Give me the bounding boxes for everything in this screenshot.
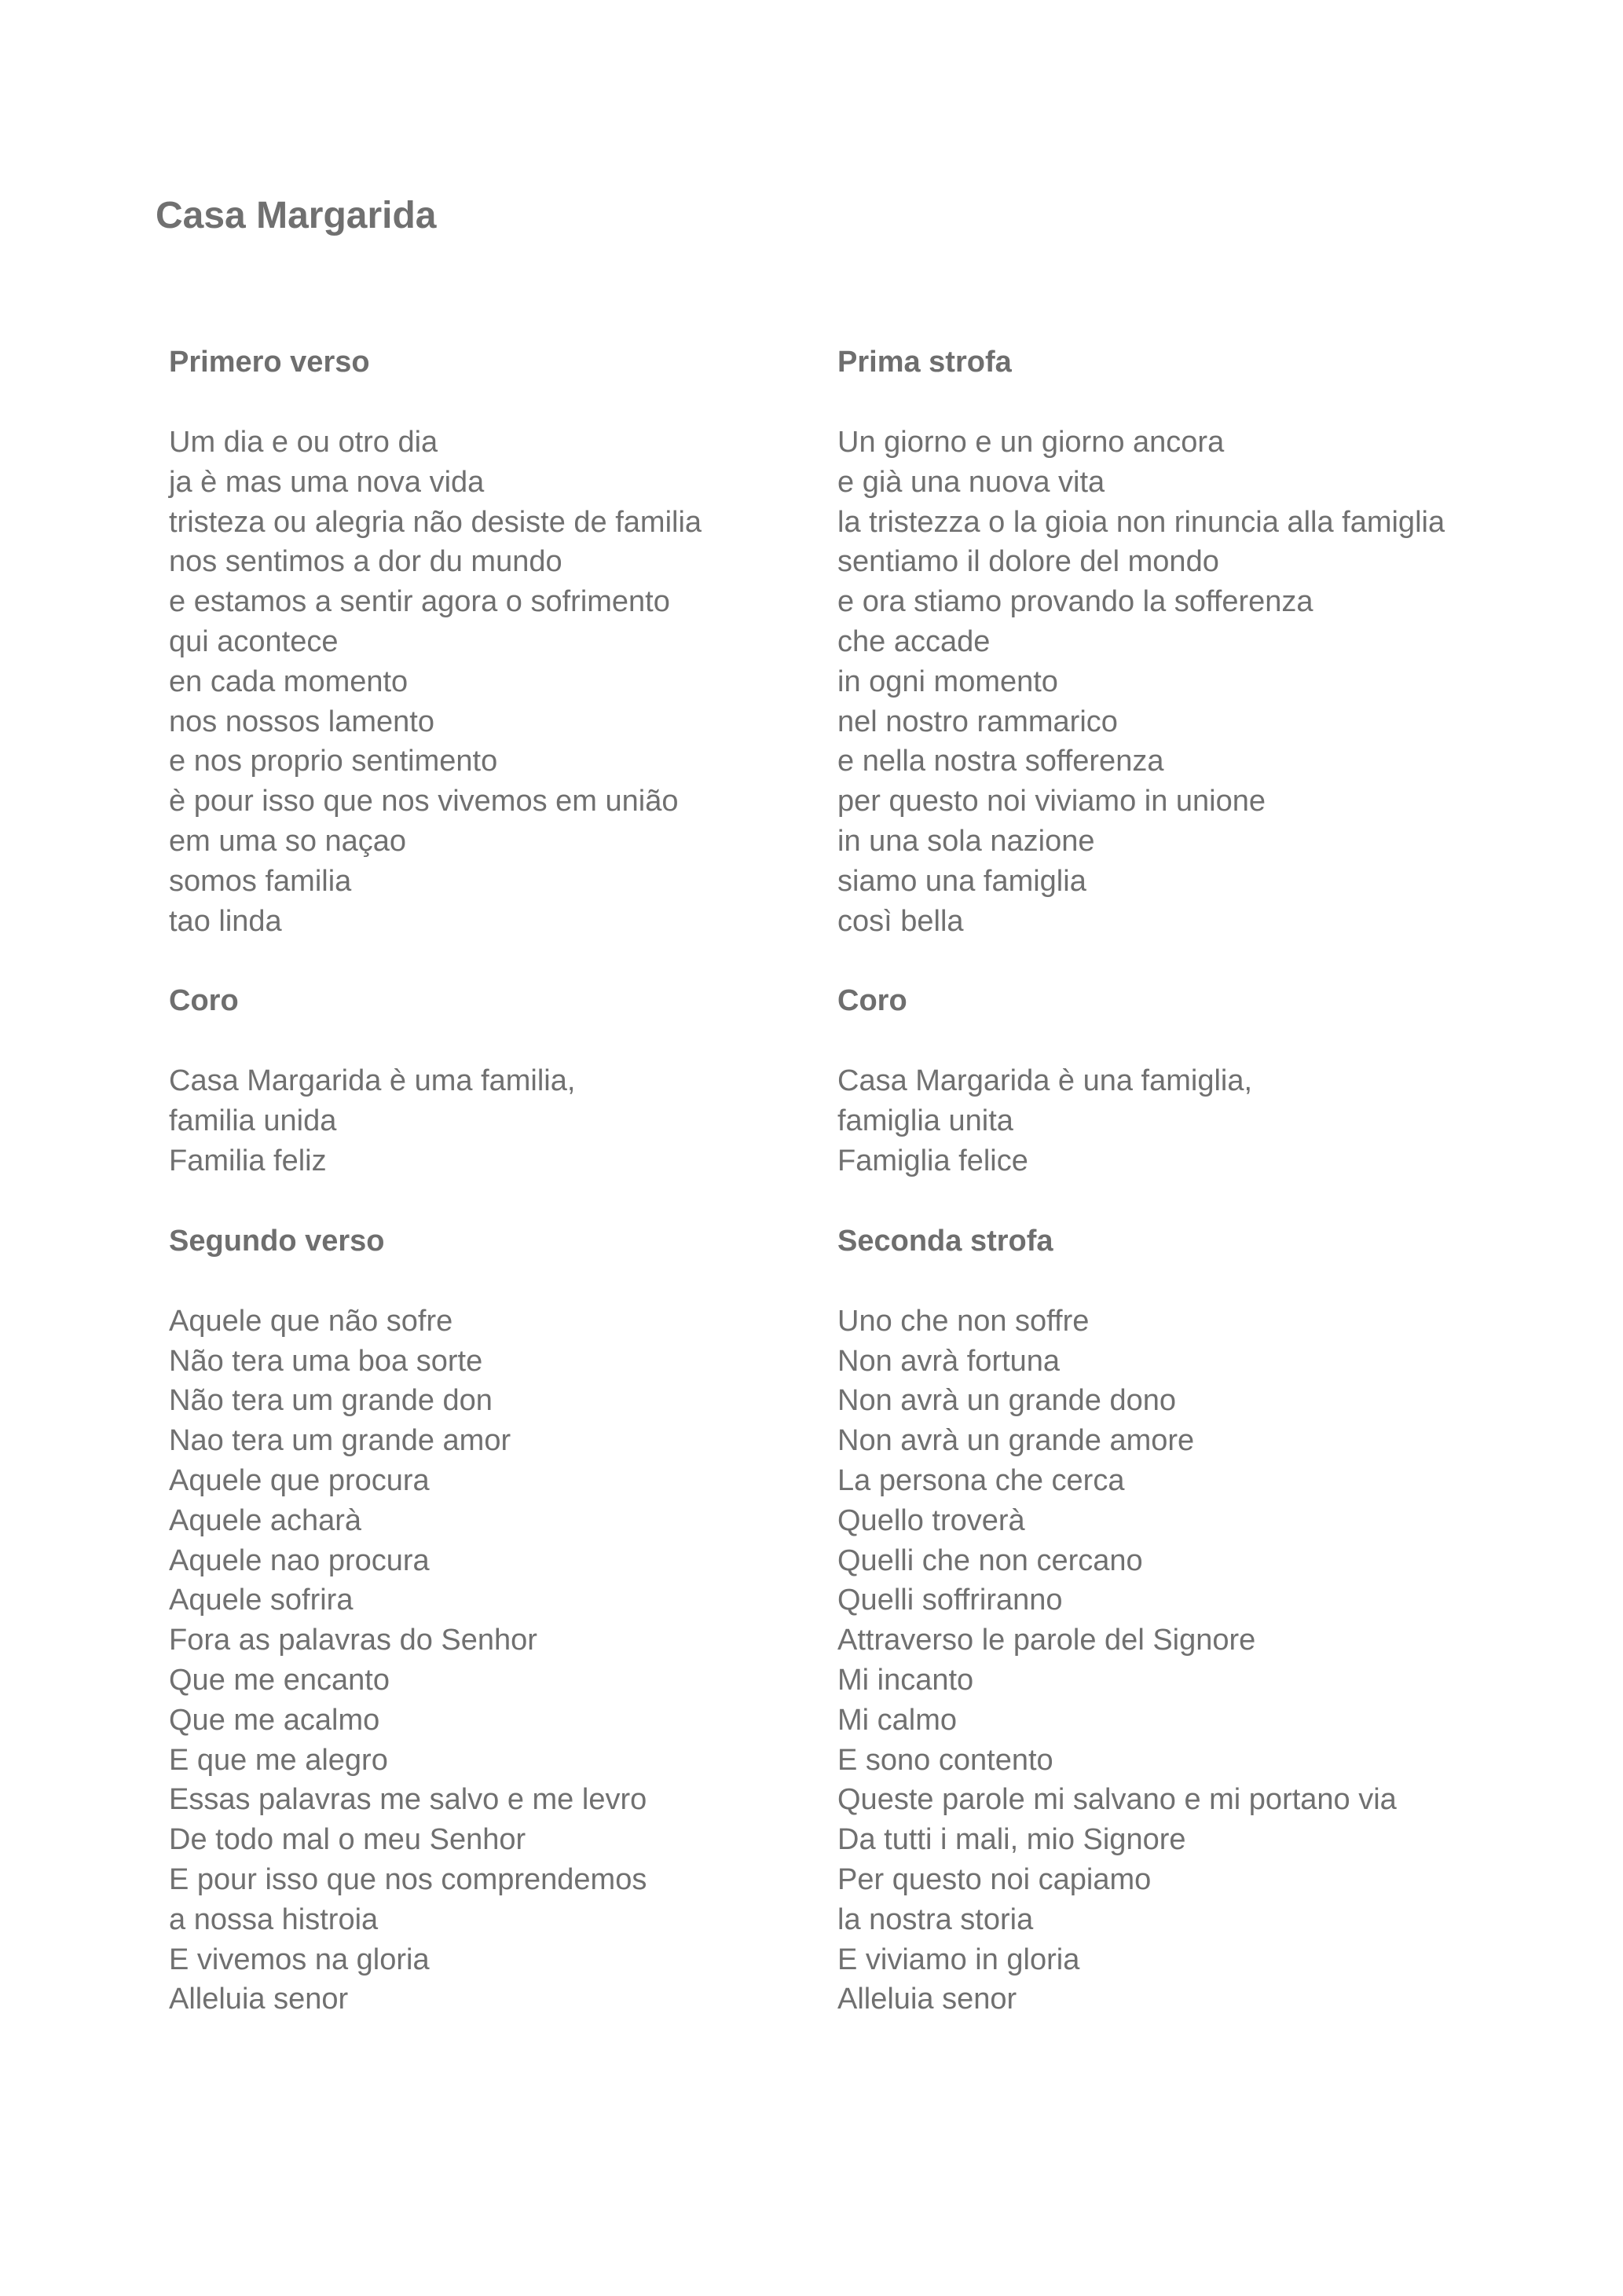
lyric-line: la nostra storia (837, 1902, 1034, 1936)
lyric-line: somos familia (169, 864, 352, 898)
lyric-line: E vivemos na gloria (169, 1943, 430, 1976)
lyrics-section (169, 342, 844, 941)
section-heading: Coro (169, 984, 239, 1018)
lyric-line: La persona che cerca (837, 1463, 1125, 1497)
heading-spacer (169, 1262, 844, 1302)
lyric-line: la tristezza o la gioia non rinuncia alla famiglia (837, 505, 1445, 539)
lyric-line: e ora stiamo provando la sofferenza (837, 585, 1313, 619)
lyric-line: E que me alegro (169, 1743, 388, 1777)
lyric-line: in ogni momento (837, 665, 1058, 698)
lyrics-section (837, 342, 1513, 941)
lyric-line: Non avrà un grande dono (837, 1384, 1176, 1418)
lyric-line: Attraverso le parole del Signore (837, 1624, 1256, 1657)
section-heading: Prima strofa (837, 346, 1012, 379)
lyric-line: Nao tera um grande amor (169, 1424, 511, 1458)
lyric-line: in una sola nazione (837, 824, 1095, 858)
lyric-line: siamo una famiglia (837, 864, 1086, 898)
lyric-line: Alleluia senor (169, 1983, 349, 2016)
lyrics-section (169, 1221, 844, 2020)
section-heading: Coro (837, 984, 907, 1018)
lyric-line: Quello troverà (837, 1503, 1025, 1537)
section-heading: Seconda strofa (837, 1224, 1053, 1258)
lyric-line: Casa Margarida è uma familia, (169, 1064, 576, 1098)
lyric-line: Queste parole mi salvano e mi portano via (837, 1783, 1397, 1817)
lyric-line: Casa Margarida è una famiglia, (837, 1064, 1253, 1098)
lyric-line: e nella nostra sofferenza (837, 745, 1164, 778)
lyric-line: familia unida (169, 1104, 337, 1138)
lyric-line: e già una nuova vita (837, 465, 1105, 499)
lyric-line: tao linda (169, 904, 282, 938)
lyric-line: em uma so naçao (169, 824, 407, 858)
lyric-line: E pour isso que nos comprendemos (169, 1862, 647, 1896)
lyric-line: Mi incanto (837, 1663, 974, 1697)
lyric-line: Essas palavras me salvo e me levro (169, 1783, 647, 1817)
lyric-lines (837, 423, 1513, 941)
lyric-line: così bella (837, 904, 964, 938)
lyric-line: nos nossos lamento (169, 705, 434, 738)
lyric-line: Da tutti i mali, mio Signore (837, 1823, 1186, 1857)
lyric-line: Fora as palavras do Senhor (169, 1624, 537, 1657)
heading-spacer (837, 1262, 1513, 1302)
heading-spacer (837, 383, 1513, 423)
lyric-line: Um dia e ou otro dia (169, 426, 438, 459)
lyric-line: Aquele que procura (169, 1463, 430, 1497)
lyric-line: famiglia unita (837, 1104, 1013, 1138)
section-heading: Primero verso (169, 346, 370, 379)
lyric-line: Per questo noi capiamo (837, 1862, 1152, 1896)
lyric-line: Un giorno e un giorno ancora (837, 426, 1225, 459)
lyric-line: qui acontece (169, 624, 339, 658)
heading-spacer (837, 1021, 1513, 1061)
lyric-line: Aquele sofrira (169, 1584, 354, 1617)
lyric-line: a nossa histroia (169, 1902, 379, 1936)
lyric-lines (169, 1302, 844, 2020)
portuguese-lyrics-column (169, 342, 844, 2020)
lyric-line: E sono contento (837, 1743, 1053, 1777)
lyric-line: Non avrà un grande amore (837, 1424, 1195, 1458)
lyric-line: Non avrà fortuna (837, 1344, 1061, 1378)
lyric-line: De todo mal o meu Senhor (169, 1823, 526, 1857)
heading-spacer (169, 383, 844, 423)
lyric-line: Familia feliz (169, 1144, 327, 1177)
italian-lyrics-column (837, 342, 1513, 2020)
lyric-line: Aquele nao procura (169, 1543, 430, 1577)
lyric-line: Aquele que não sofre (169, 1304, 453, 1338)
lyric-line: Quelli soffriranno (837, 1584, 1063, 1617)
lyric-line: sentiamo il dolore del mondo (837, 545, 1219, 579)
lyric-line: Aquele acharà (169, 1503, 362, 1537)
lyric-line: che accade (837, 624, 991, 658)
lyric-line: Alleluia senor (837, 1983, 1017, 2016)
lyric-line: nos sentimos a dor du mundo (169, 545, 562, 579)
lyrics-section (169, 981, 844, 1181)
lyric-line: e nos proprio sentimento (169, 745, 498, 778)
lyric-lines (169, 423, 844, 941)
lyric-lines (169, 1061, 844, 1181)
heading-spacer (169, 1021, 844, 1061)
lyrics-section (837, 981, 1513, 1181)
section-heading: Segundo verso (169, 1224, 385, 1258)
lyric-line: ja è mas uma nova vida (169, 465, 485, 499)
lyric-line: Que me encanto (169, 1663, 390, 1697)
lyrics-section (837, 1221, 1513, 2020)
lyric-line: en cada momento (169, 665, 408, 698)
lyric-line: E viviamo in gloria (837, 1943, 1080, 1976)
lyric-lines (837, 1302, 1513, 2020)
lyric-line: Famiglia felice (837, 1144, 1028, 1177)
lyric-line: e estamos a sentir agora o sofrimento (169, 585, 670, 619)
lyric-line: Mi calmo (837, 1703, 958, 1737)
lyric-line: Não tera um grande don (169, 1384, 493, 1418)
lyric-line: Quelli che non cercano (837, 1543, 1143, 1577)
lyric-line: Uno che non soffre (837, 1304, 1090, 1338)
lyric-lines (837, 1061, 1513, 1181)
document-title: Casa Margarida (156, 195, 437, 236)
lyric-line: tristeza ou alegria não desiste de familia (169, 505, 702, 539)
lyric-line: nel nostro rammarico (837, 705, 1118, 738)
lyric-line: Que me acalmo (169, 1703, 380, 1737)
lyric-line: Não tera uma boa sorte (169, 1344, 483, 1378)
lyric-line: per questo noi viviamo in unione (837, 785, 1266, 818)
lyric-line: è pour isso que nos vivemos em união (169, 785, 679, 818)
